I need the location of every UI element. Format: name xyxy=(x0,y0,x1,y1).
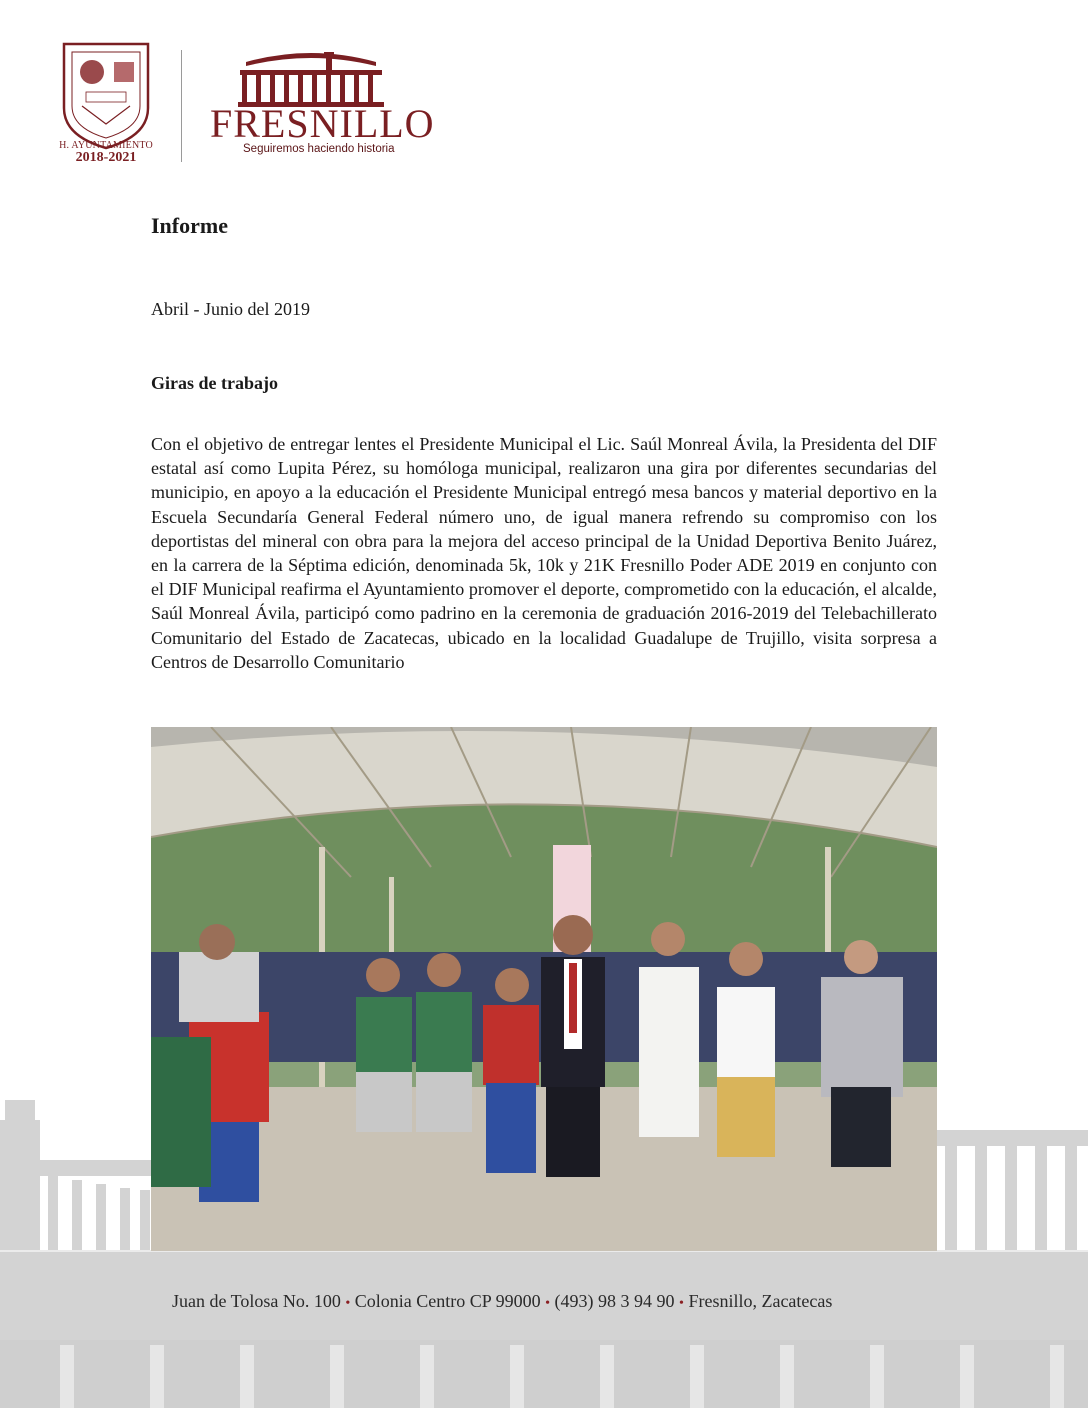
seal-caption-years: 2018-2021 xyxy=(75,150,137,165)
brand-name: FRESNILLO xyxy=(210,101,435,146)
footer-street: Juan de Tolosa No. 100 xyxy=(172,1291,341,1311)
fresnillo-arcade-logo-icon xyxy=(236,48,386,108)
footer-colonia: Colonia Centro CP 99000 xyxy=(354,1291,541,1311)
footer-city: Fresnillo, Zacatecas xyxy=(688,1291,833,1311)
brand-tagline: Seguiremos haciendo historia xyxy=(243,143,395,155)
section-title: Giras de trabajo xyxy=(151,373,278,393)
seal-caption xyxy=(48,140,164,166)
document-period: Abril - Junio del 2019 xyxy=(151,299,310,319)
header-divider xyxy=(181,50,182,162)
body-paragraph: Con el objetivo de entregar lentes el Presidente Municipal el Lic. Saúl Monreal Ávila, la Presidenta del DIF estatal así como Lupita Pérez, su homóloga municipal, realizaron una gira por diferentes secundarias del municipio, en apoyo a la educación el Presidente Municipal entregó mesa bancos y material deportivo en la Escuela Secundaría General Federal número uno, de igual manera refrendo su compromiso con los deportistas del mineral con obra para la mejora del acceso principal de la Unidad Deportiva Benito Juárez, en la carrera de la Séptima edición, denominada 5k, 10k y 21K Fresnillo Poder ADE 2019 en conjunto con el DIF Municipal reafirma el Ayuntamiento promover el deporte, comprometido con la educación, el alcalde, Saúl Monreal Ávila, participó como padrino en la ceremonia de graduación 2016-2019 del Telebachillerato Comunitario del Estado de Zacatecas, ubicado en la localidad Guadalupe de Trujillo, visita sorpresa a Centros de Desarrollo Comunitario xyxy=(151,434,937,672)
seal-caption-line1: H. AYUNTAMIENTO xyxy=(59,140,153,151)
event-photo xyxy=(151,727,937,1251)
footer-separator: • xyxy=(345,1296,351,1311)
footer-phone: (493) 98 3 94 90 xyxy=(554,1291,675,1311)
footer-separator: • xyxy=(679,1296,684,1311)
footer-separator: • xyxy=(545,1296,551,1311)
document-title: Informe xyxy=(151,213,228,238)
footer-address xyxy=(172,1291,932,1312)
